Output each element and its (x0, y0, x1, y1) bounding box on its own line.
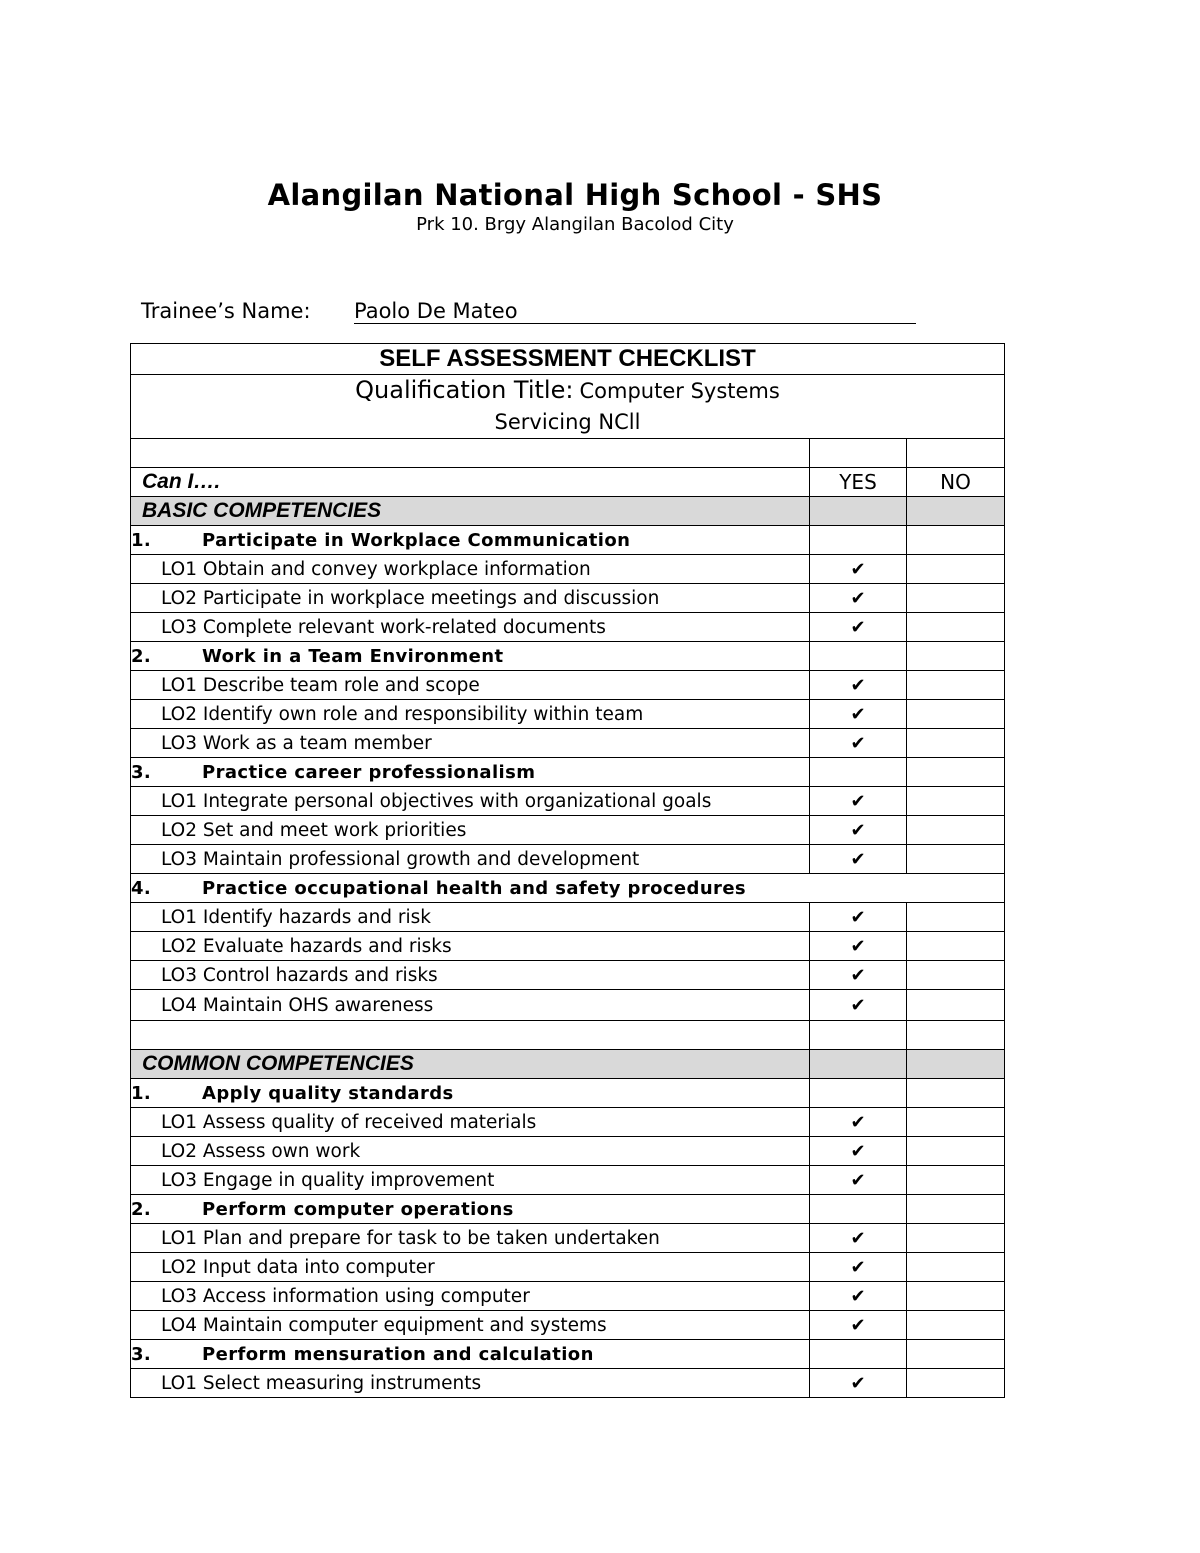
no-cell (907, 526, 1005, 555)
lo-label: LO1 Describe team role and scope (131, 671, 810, 700)
no-check-cell[interactable] (907, 700, 1005, 729)
lo-row (131, 903, 1005, 932)
qualification-value: Computer Systems (579, 379, 780, 403)
no-check-cell[interactable] (907, 1282, 1005, 1311)
yes-check-cell[interactable]: ✔ (810, 1166, 907, 1195)
competency-title: 2. Work in a Team Environment (131, 642, 810, 671)
no-check-cell[interactable] (907, 671, 1005, 700)
yes-check-cell[interactable]: ✔ (810, 700, 907, 729)
blank-row (131, 439, 1005, 468)
section-title-basic: BASIC COMPETENCIES (131, 497, 810, 526)
section-row (131, 497, 1005, 526)
lo-row (131, 613, 1005, 642)
header-row (131, 468, 1005, 497)
no-cell (907, 1195, 1005, 1224)
self-assessment-table (130, 343, 1005, 1398)
yes-check-cell[interactable]: ✔ (810, 845, 907, 874)
lo-row (131, 555, 1005, 584)
yes-cell (810, 642, 907, 671)
competency-row (131, 642, 1005, 671)
school-address: Prk 10. Brgy Alangilan Bacolod City (416, 214, 734, 235)
blank-cell (131, 1021, 810, 1050)
no-cell (907, 1340, 1005, 1369)
no-check-cell[interactable] (907, 961, 1005, 990)
blank-row (131, 1021, 1005, 1050)
no-check-cell[interactable] (907, 845, 1005, 874)
lo-row (131, 990, 1005, 1021)
no-cell (907, 758, 1005, 787)
section-cell-yes (810, 1050, 907, 1079)
yes-cell (810, 1195, 907, 1224)
trainee-label: Trainee’s Name: (141, 299, 311, 323)
yes-header: YES (810, 468, 907, 497)
lo-row (131, 1108, 1005, 1137)
no-check-cell[interactable] (907, 1108, 1005, 1137)
title-row (131, 344, 1005, 375)
competency-title: 1. Participate in Workplace Communication (131, 526, 810, 555)
no-cell (907, 1079, 1005, 1108)
no-check-cell[interactable] (907, 1137, 1005, 1166)
lo-label: LO3 Complete relevant work-related documents (131, 613, 810, 642)
yes-check-cell[interactable]: ✔ (810, 613, 907, 642)
lo-row (131, 845, 1005, 874)
blank-cell (810, 1021, 907, 1050)
lo-label: LO1 Select measuring instruments (131, 1369, 810, 1398)
section-cell-no (907, 497, 1005, 526)
yes-check-cell[interactable]: ✔ (810, 584, 907, 613)
yes-check-cell[interactable]: ✔ (810, 932, 907, 961)
lo-label: LO2 Input data into computer (131, 1253, 810, 1282)
no-check-cell[interactable] (907, 1166, 1005, 1195)
yes-cell (810, 526, 907, 555)
lo-row (131, 1369, 1005, 1398)
no-header: NO (907, 468, 1005, 497)
blank-cell (810, 439, 907, 468)
blank-cell (907, 439, 1005, 468)
section-cell-yes (810, 497, 907, 526)
competency-row (131, 758, 1005, 787)
lo-row (131, 671, 1005, 700)
lo-label: LO2 Identify own role and responsibility within team (131, 700, 810, 729)
lo-row (131, 1166, 1005, 1195)
no-check-cell[interactable] (907, 1311, 1005, 1340)
lo-label: LO1 Assess quality of received materials (131, 1108, 810, 1137)
yes-check-cell[interactable]: ✔ (810, 1311, 907, 1340)
lo-row (131, 932, 1005, 961)
lo-label: LO3 Access information using computer (131, 1282, 810, 1311)
no-check-cell[interactable] (907, 990, 1005, 1021)
lo-label: LO1 Identify hazards and risk (131, 903, 810, 932)
yes-cell (810, 1079, 907, 1108)
competency-row (131, 1079, 1005, 1108)
no-check-cell[interactable] (907, 584, 1005, 613)
lo-label: LO3 Work as a team member (131, 729, 810, 758)
lo-label: LO3 Engage in quality improvement (131, 1166, 810, 1195)
yes-check-cell[interactable]: ✔ (810, 990, 907, 1021)
lo-label: LO1 Integrate personal objectives with organizational goals (131, 787, 810, 816)
no-cell (907, 642, 1005, 671)
competency-row (131, 1340, 1005, 1369)
lo-row (131, 1137, 1005, 1166)
yes-cell (810, 758, 907, 787)
lo-label: LO2 Evaluate hazards and risks (131, 932, 810, 961)
yes-check-cell[interactable]: ✔ (810, 671, 907, 700)
competency-row (131, 1195, 1005, 1224)
no-check-cell[interactable] (907, 1369, 1005, 1398)
competency-title: 4. Practice occupational health and safety procedures (131, 874, 1005, 903)
lo-label: LO3 Control hazards and risks (131, 961, 810, 990)
lo-row (131, 816, 1005, 845)
no-check-cell[interactable] (907, 1253, 1005, 1282)
lo-row (131, 1311, 1005, 1340)
competency-title: 3. Practice career professionalism (131, 758, 810, 787)
lo-label: LO2 Participate in workplace meetings and discussion (131, 584, 810, 613)
section-cell-no (907, 1050, 1005, 1079)
qualification-row (131, 375, 1005, 439)
yes-check-cell[interactable]: ✔ (810, 1224, 907, 1253)
lo-label: LO4 Maintain computer equipment and systems (131, 1311, 810, 1340)
qualification-value-cont: Servicing NCll (494, 410, 641, 434)
yes-check-cell[interactable]: ✔ (810, 1369, 907, 1398)
lo-row (131, 787, 1005, 816)
no-check-cell[interactable] (907, 613, 1005, 642)
lo-row (131, 729, 1005, 758)
competency-row (131, 526, 1005, 555)
yes-check-cell[interactable]: ✔ (810, 1253, 907, 1282)
yes-check-cell[interactable]: ✔ (810, 903, 907, 932)
yes-check-cell[interactable]: ✔ (810, 555, 907, 584)
qualification-cell (131, 375, 1005, 439)
checklist-title: SELF ASSESSMENT CHECKLIST (131, 344, 1005, 375)
yes-check-cell[interactable]: ✔ (810, 787, 907, 816)
lo-label: LO4 Maintain OHS awareness (131, 990, 810, 1021)
blank-cell (131, 439, 810, 468)
can-i-header: Can I…. (131, 468, 810, 497)
no-check-cell[interactable] (907, 932, 1005, 961)
competency-title: 3. Perform mensuration and calculation (131, 1340, 810, 1369)
no-check-cell[interactable] (907, 816, 1005, 845)
lo-label: LO2 Assess own work (131, 1137, 810, 1166)
yes-check-cell[interactable]: ✔ (810, 1282, 907, 1311)
lo-row (131, 1224, 1005, 1253)
lo-row (131, 1253, 1005, 1282)
lo-row (131, 961, 1005, 990)
competency-title: 1. Apply quality standards (131, 1079, 810, 1108)
lo-label: LO2 Set and meet work priorities (131, 816, 810, 845)
section-row (131, 1050, 1005, 1079)
no-check-cell[interactable] (907, 1224, 1005, 1253)
yes-check-cell[interactable]: ✔ (810, 961, 907, 990)
qualification-label: Qualification Title: (355, 376, 574, 404)
no-check-cell[interactable] (907, 787, 1005, 816)
no-check-cell[interactable] (907, 903, 1005, 932)
yes-cell (810, 1340, 907, 1369)
lo-label: LO3 Maintain professional growth and development (131, 845, 810, 874)
yes-check-cell[interactable]: ✔ (810, 1108, 907, 1137)
no-check-cell[interactable] (907, 729, 1005, 758)
yes-check-cell[interactable]: ✔ (810, 729, 907, 758)
lo-label: LO1 Obtain and convey workplace information (131, 555, 810, 584)
yes-check-cell[interactable]: ✔ (810, 816, 907, 845)
blank-cell (907, 1021, 1005, 1050)
yes-check-cell[interactable]: ✔ (810, 1137, 907, 1166)
lo-row (131, 1282, 1005, 1311)
competency-title: 2. Perform computer operations (131, 1195, 810, 1224)
lo-row (131, 584, 1005, 613)
competency-row (131, 874, 1005, 903)
lo-label: LO1 Plan and prepare for task to be taken undertaken (131, 1224, 810, 1253)
section-title-common: COMMON COMPETENCIES (131, 1050, 810, 1079)
school-name: Alangilan National High School - SHS (267, 178, 883, 212)
lo-row (131, 700, 1005, 729)
trainee-name-field[interactable]: Paolo De Mateo (354, 299, 916, 324)
no-check-cell[interactable] (907, 555, 1005, 584)
